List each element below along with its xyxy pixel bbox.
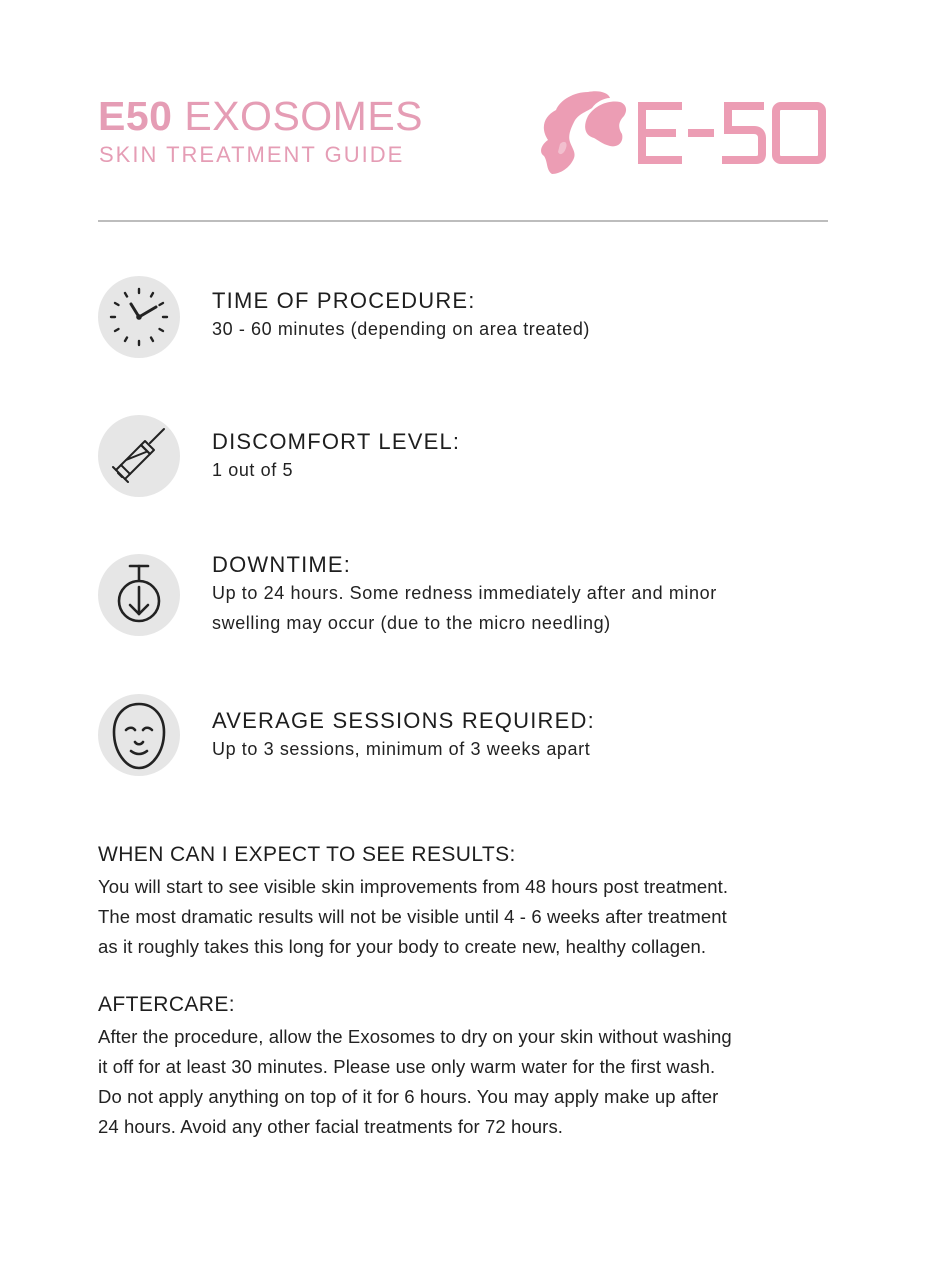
- woman-silhouette-logo-icon: [530, 82, 830, 182]
- aftercare-line: After the procedure, allow the Exosomes to dry on your skin without washing: [98, 1026, 732, 1047]
- item-title: DISCOMFORT LEVEL:: [212, 429, 461, 454]
- icon-badge: [98, 554, 180, 636]
- clock-icon: [98, 276, 180, 358]
- results-heading: WHEN CAN I EXPECT TO SEE RESULTS:: [98, 843, 516, 866]
- syringe-icon: [98, 415, 180, 497]
- results-line: You will start to see visible skin improvements from 48 hours post treatment.: [98, 876, 729, 897]
- item-text: Up to 3 sessions, minimum of 3 weeks apart: [212, 739, 591, 759]
- item-title: AVERAGE SESSIONS REQUIRED:: [212, 708, 595, 733]
- icon-badge: [98, 415, 180, 497]
- item-title: TIME OF PROCEDURE:: [212, 288, 476, 313]
- item-text: 30 - 60 minutes (depending on area treated): [212, 319, 591, 339]
- icon-badge: [98, 276, 180, 358]
- header-divider: [98, 220, 828, 222]
- aftercare-line: 24 hours. Avoid any other facial treatments for 72 hours.: [98, 1116, 564, 1137]
- results-line: as it roughly takes this long for your body to create new, healthy collagen.: [98, 936, 707, 957]
- aftercare-section: [98, 992, 838, 1142]
- item-title: DOWNTIME:: [212, 552, 352, 577]
- aftercare-line: it off for at least 30 minutes. Please use only warm water for the first wash.: [98, 1056, 716, 1077]
- results-line: The most dramatic results will not be visible until 4 - 6 weeks after treatment: [98, 906, 727, 927]
- downtime-icon: [98, 554, 180, 636]
- item-text: swelling may occur (due to the micro needling): [212, 613, 611, 633]
- title-product: EXOSOMES: [184, 93, 424, 139]
- info-item-time: [98, 276, 838, 366]
- info-item-discomfort: [98, 415, 838, 505]
- title-brand: E50: [98, 93, 173, 139]
- document-title: [98, 94, 423, 138]
- info-item-sessions: [98, 694, 838, 784]
- aftercare-heading: AFTERCARE:: [98, 993, 236, 1016]
- item-text: Up to 24 hours. Some redness immediately after and minor: [212, 583, 717, 603]
- item-text: 1 out of 5: [212, 460, 294, 480]
- face-icon: [98, 694, 180, 776]
- icon-badge: [98, 694, 180, 776]
- e50-logo: [530, 82, 830, 182]
- aftercare-line: Do not apply anything on top of it for 6 hours. You may apply make up after: [98, 1086, 719, 1107]
- results-section: [98, 842, 838, 962]
- info-item-downtime: [98, 554, 838, 644]
- document-subtitle: SKIN TREATMENT GUIDE: [99, 142, 405, 167]
